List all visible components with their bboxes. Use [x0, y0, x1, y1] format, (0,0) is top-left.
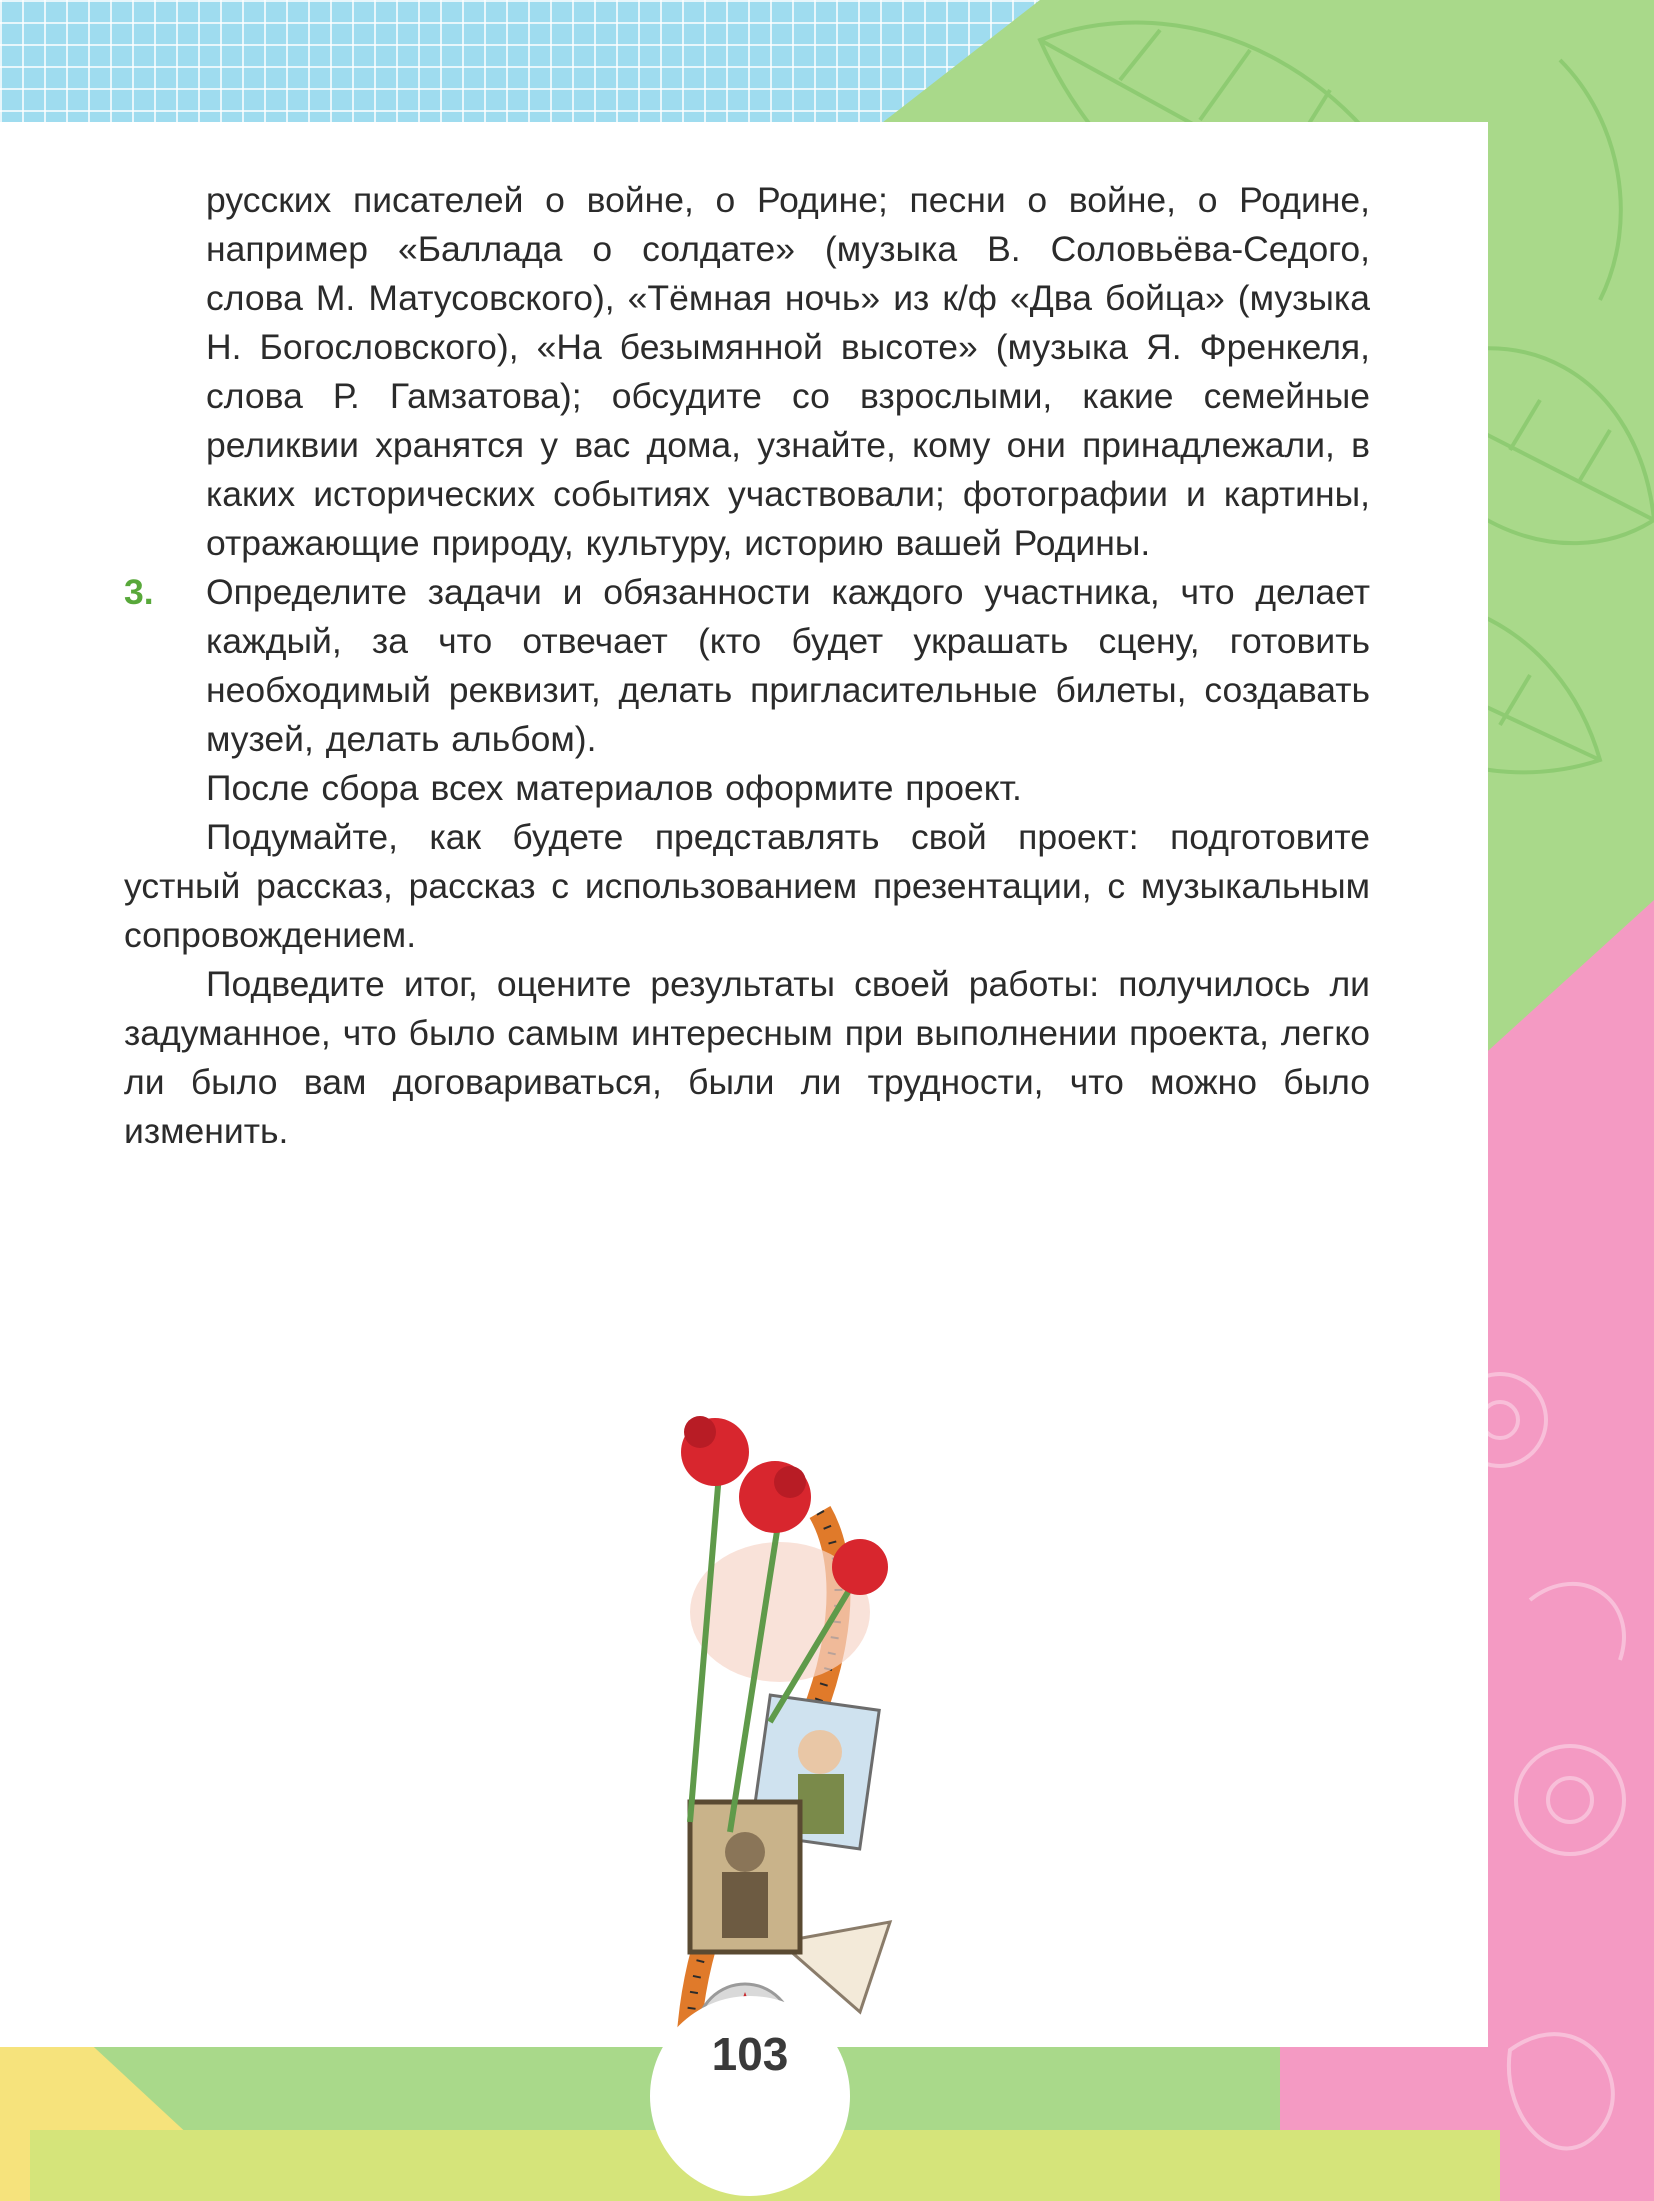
page-text: [124, 176, 1370, 1156]
task-number: 3.: [124, 572, 154, 612]
page-number-badge: [650, 1996, 850, 2196]
paragraph-summary: Подведите итог, оцените результаты своей работы: получилось ли задуманное, что было самым интересным при выполнении проекта, легко ли было вам договариваться, были ли трудности, что можно было изменить.: [124, 964, 1370, 1151]
soldier-photo-icon: [690, 1802, 800, 1952]
paragraph-after-collect: После сбора всех материалов оформите проект.: [206, 768, 1022, 808]
task-text: Определите задачи и обязанности каждого участника, что делает каждый, за что отвечает (кто будет украшать сцену, готовить необходимый реквизит, делать пригласительные билеты, создавать музей, делать альбом).: [206, 572, 1370, 759]
continuation-paragraph: русских писателей о войне, о Родине; песни о войне, о Родине, например «Баллада о солдате» (музыка В. Соловьёва-Седого, слова М. Матусовского), «Тёмная ночь» из к/ф «Два бойца» (музыка Н. Богословского), «На безымянной высоте» (музыка Я. Френкеля, слова Р. Гамзатова); обсудите со взрослыми, какие семейные реликвии хранятся у вас дома, узнайте, кому они принадлежали, в каких исторических событиях участвовали; фотографии и картины, отражающие природу, культуру, историю вашей Родины.: [206, 180, 1370, 563]
page-number: 103: [711, 2028, 789, 2080]
paragraph-presentation: Подумайте, как будете представлять свой проект: подготовите устный рассказ, рассказ с использованием презентации, с музыкальным сопровождением.: [124, 817, 1370, 955]
task-item: [124, 568, 1370, 764]
textbook-page: [0, 122, 1488, 2047]
